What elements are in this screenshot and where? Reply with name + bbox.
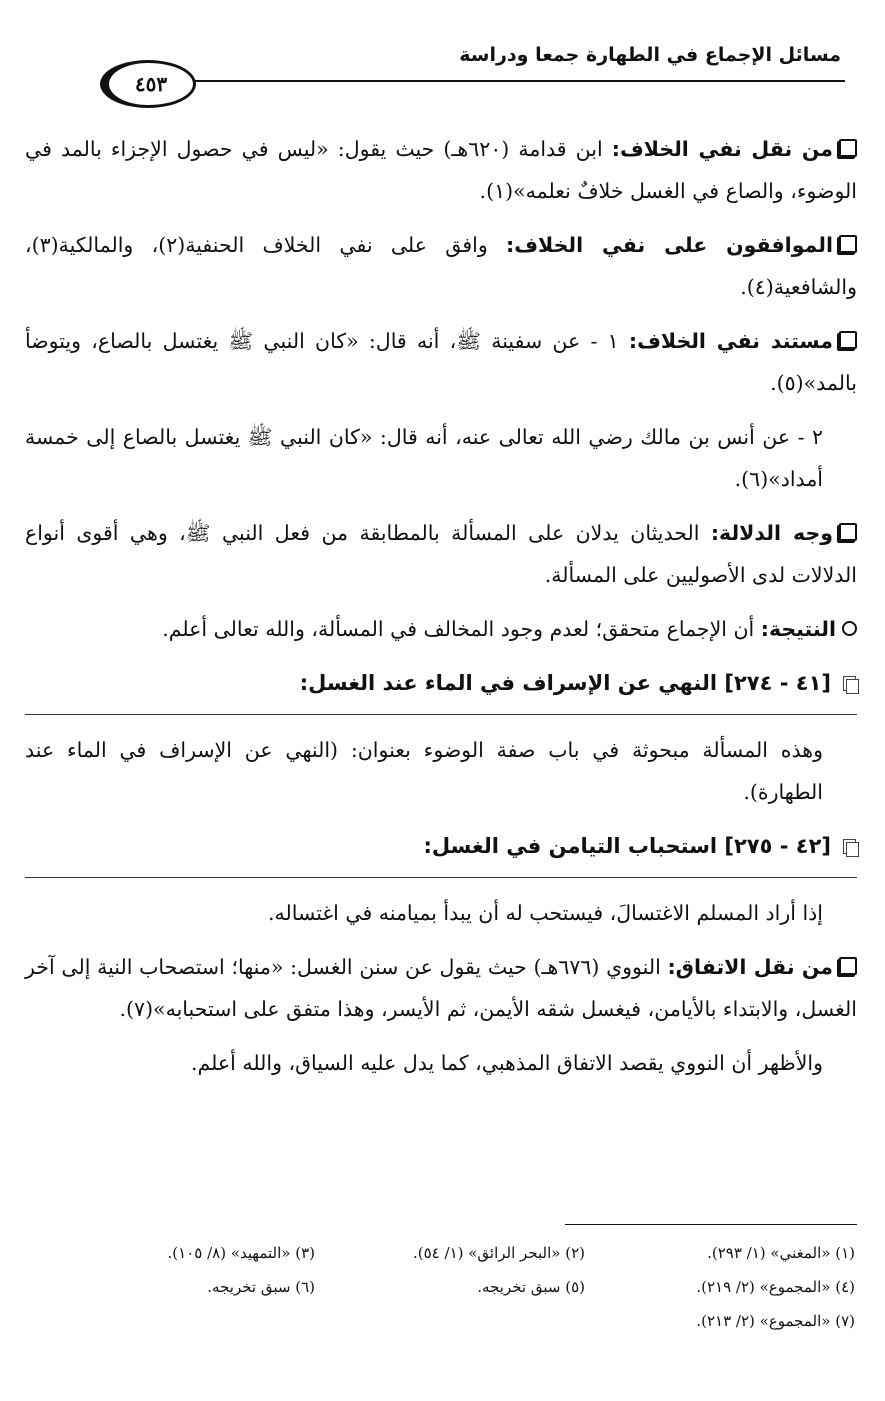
circle-bullet-icon (842, 621, 857, 636)
paragraph-evidence-2 (25, 416, 857, 500)
footnote-row (45, 1270, 855, 1304)
paragraph-label: النتيجة: (760, 617, 836, 641)
stacked-pages-icon (843, 839, 857, 855)
footnote-2: (٢) «البحر الرائق» (١/ ٥٤). (412, 1244, 585, 1262)
square-bullet-icon (839, 523, 857, 541)
footnote-1: (١) «المغني» (١/ ٢٩٣). (707, 1244, 855, 1262)
footnote-6: (٦) سبق تخريجه. (207, 1278, 315, 1296)
paragraph-text: أن الإجماع متحقق؛ لعدم وجود المخالف في المسألة، والله تعالى أعلم. (162, 617, 761, 641)
paragraph-text: النووي (٦٧٦هـ) حيث يقول عن سنن الغسل: «منها؛ استصحاب النية إلى آخر الغسل، والابتداء بالأيامن، فيغسل شقه الأيمن، ثم الأيسر، وهذا متفق على استحبابه»(٧). (25, 955, 857, 1021)
section-heading-text: [٤٢ - ٢٧٥] استحباب التيامن في الغسل: (423, 834, 831, 858)
section-heading-41 (25, 662, 857, 704)
paragraph-text: والأظهر أن النووي يقصد الاتفاق المذهبي، كما يدل عليه السياق، والله أعلم. (190, 1051, 823, 1075)
footnote-row (45, 1236, 855, 1270)
paragraph-text: الحديثان يدلان على المسألة بالمطابقة من فعل النبي ﷺ، وهي أقوى أنواع الدلالات لدى الأصوليين على المسألة. (25, 521, 857, 587)
paragraph-label: من نقل نفي الخلاف: (611, 137, 834, 161)
section-divider (25, 877, 857, 878)
paragraph-text: ابن قدامة (٦٢٠هـ) حيث يقول: «ليس في حصول الإجزاء بالمد في الوضوء، والصاع في الغسل خلافٌ نعلمه»(١). (25, 137, 857, 203)
footnote-4: (٤) «المجموع» (٢/ ٢١٩). (696, 1278, 855, 1296)
square-bullet-icon (839, 957, 857, 975)
paragraph-no-dispute-transmission (25, 128, 857, 212)
footnote-7: (٧) «المجموع» (٢/ ٢١٣). (696, 1312, 855, 1330)
paragraph-text: ١ - عن سفينة ﷺ، أنه قال: «كان النبي ﷺ يغتسل بالصاع، ويتوضأ بالمد»(٥). (25, 329, 857, 395)
paragraph-label: وجه الدلالة: (710, 521, 834, 545)
paragraph-label: مستند نفي الخلاف: (628, 329, 833, 353)
section-heading-text: [٤١ - ٢٧٤] النهي عن الإسراف في الماء عند الغسل: (299, 671, 831, 695)
paragraph-cross-reference (25, 729, 857, 813)
paragraph-text: إذا أراد المسلم الاغتسالَ، فيستحب له أن يبدأ بميامنه في اغتساله. (267, 901, 823, 925)
footnote-row (45, 1304, 855, 1338)
running-header-title: مسائل الإجماع في الطهارة جمعا ودراسة (459, 44, 841, 66)
paragraph-label: من نقل الاتفاق: (667, 955, 833, 979)
paragraph-agreement-transmission (25, 946, 857, 1030)
section-divider (25, 714, 857, 715)
footnote-3: (٣) «التمهيد» (٨/ ١٠٥). (167, 1244, 315, 1262)
footnotes (45, 1236, 855, 1338)
paragraph-result (25, 608, 857, 650)
page-number: ٤٥٣ (134, 72, 168, 96)
footnote-5: (٥) سبق تخريجه. (477, 1278, 585, 1296)
square-bullet-icon (839, 139, 857, 157)
page-number-badge (100, 60, 196, 108)
paragraph-label: الموافقون على نفي الخلاف: (506, 233, 834, 257)
paragraph-text: وهذه المسألة مبحوثة في باب صفة الوضوء بعنوان: (النهي عن الإسراف في الماء عند الطهارة). (25, 738, 823, 804)
square-bullet-icon (839, 235, 857, 253)
stacked-pages-icon (843, 676, 857, 692)
section-heading-42 (25, 825, 857, 867)
paragraph-text: وافق على نفي الخلاف الحنفية(٢)، والمالكية(٣)، والشافعية(٤). (25, 233, 857, 299)
page-body (25, 128, 857, 1096)
paragraph-text: ٢ - عن أنس بن مالك رضي الله تعالى عنه، أنه قال: «كان النبي ﷺ يغتسل بالصاع إلى خمسة أمداد»(٦). (25, 425, 823, 491)
paragraph-indication (25, 512, 857, 596)
paragraph-conclusion (25, 1042, 857, 1084)
paragraph-intro (25, 892, 857, 934)
header-rule (180, 80, 845, 82)
footnote-rule (565, 1224, 857, 1225)
paragraph-agreeing-schools (25, 224, 857, 308)
paragraph-evidence (25, 320, 857, 404)
square-bullet-icon (839, 331, 857, 349)
